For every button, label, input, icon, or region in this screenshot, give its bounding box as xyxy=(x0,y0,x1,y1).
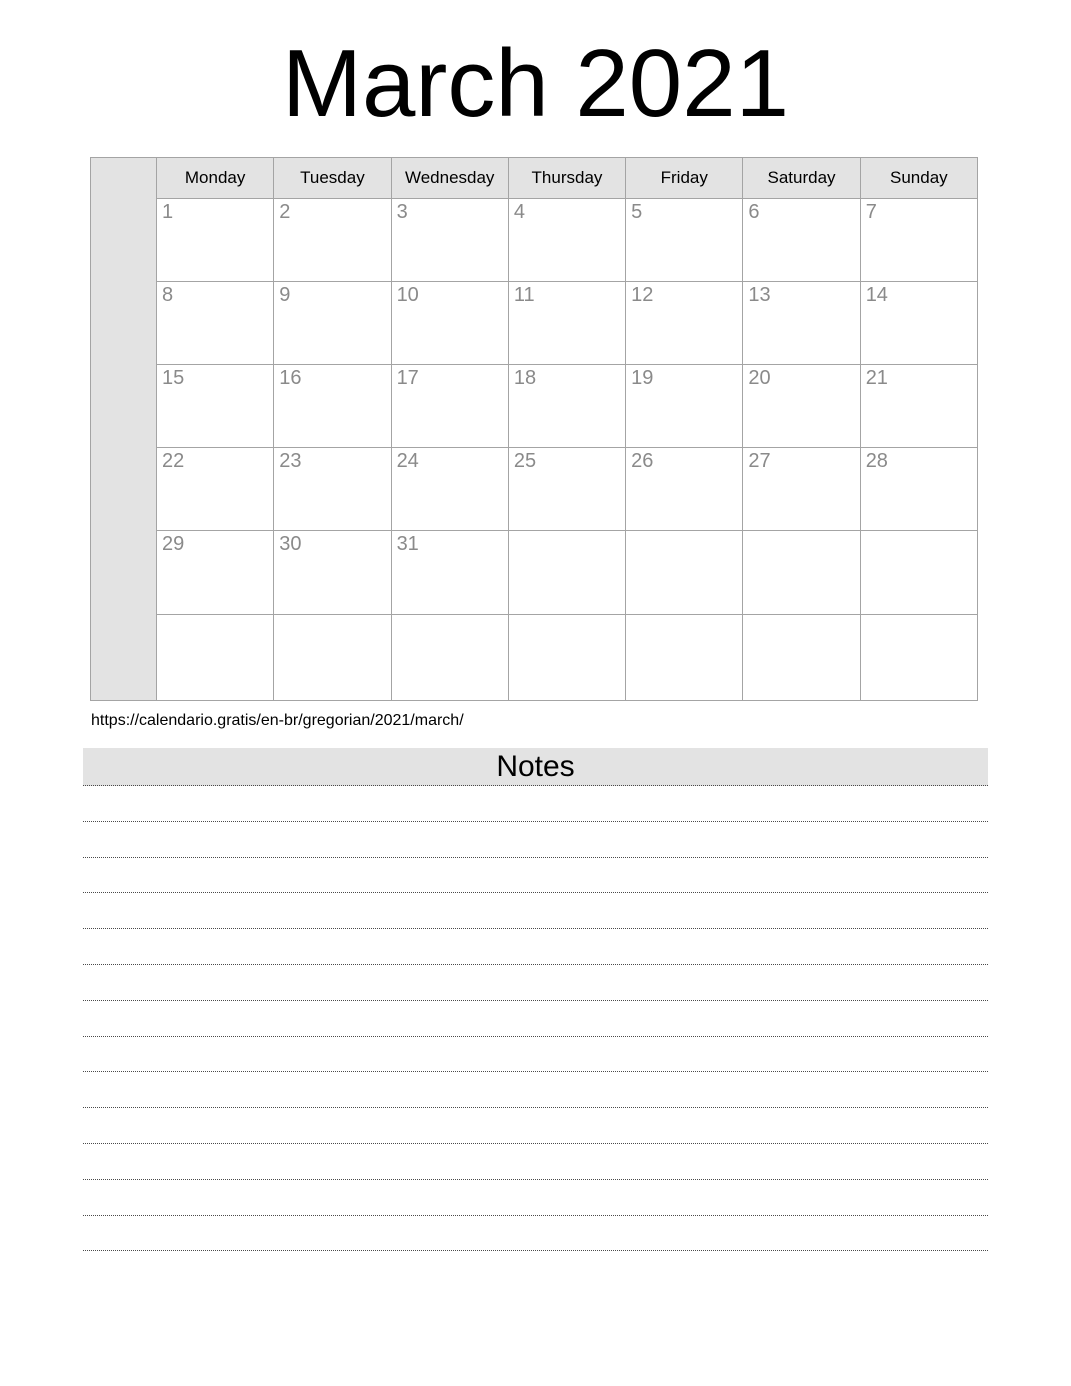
date-number: 11 xyxy=(513,284,535,306)
note-line xyxy=(83,1144,988,1180)
day-cell xyxy=(157,615,274,701)
day-cell xyxy=(860,282,977,365)
note-line xyxy=(83,1001,988,1037)
date-number xyxy=(274,615,390,617)
day-cell xyxy=(274,282,391,365)
page-title: March 2021 xyxy=(282,30,789,137)
date-number: 13 xyxy=(748,284,771,306)
day-header-sunday: Sunday xyxy=(860,158,977,199)
date-number: 1 xyxy=(162,201,174,223)
date-number: 10 xyxy=(396,284,419,306)
date-number xyxy=(861,531,977,533)
day-cell xyxy=(626,282,743,365)
day-cell xyxy=(743,448,860,531)
note-line xyxy=(83,858,988,894)
day-cell xyxy=(860,365,977,448)
week-row-5 xyxy=(91,531,978,615)
day-cell xyxy=(626,615,743,701)
day-cell xyxy=(626,531,743,615)
day-cell xyxy=(860,615,977,701)
date-number: 8 xyxy=(162,284,174,306)
date-number: 15 xyxy=(162,367,185,389)
note-lines xyxy=(83,786,988,1251)
date-number: 24 xyxy=(396,450,419,472)
day-cell xyxy=(157,282,274,365)
day-cell xyxy=(743,282,860,365)
date-number: 16 xyxy=(279,367,302,389)
date-number: 23 xyxy=(279,450,302,472)
notes-title: Notes xyxy=(496,750,575,783)
date-number xyxy=(509,615,625,617)
date-number: 29 xyxy=(162,533,185,555)
note-line xyxy=(83,822,988,858)
day-cell xyxy=(157,199,274,282)
date-number: 20 xyxy=(748,367,771,389)
week-row-3 xyxy=(91,365,978,448)
day-cell xyxy=(391,282,508,365)
day-cell xyxy=(743,365,860,448)
day-cell xyxy=(508,282,625,365)
note-line xyxy=(83,1037,988,1073)
day-cell xyxy=(508,365,625,448)
week-row-4 xyxy=(91,448,978,531)
note-line xyxy=(83,1180,988,1216)
day-cell xyxy=(743,615,860,701)
week-row-6 xyxy=(91,615,978,701)
date-number xyxy=(626,531,742,533)
day-cell xyxy=(626,365,743,448)
day-cell xyxy=(157,365,274,448)
date-number xyxy=(743,531,859,533)
day-cell xyxy=(743,531,860,615)
date-number: 26 xyxy=(631,450,654,472)
date-number: 22 xyxy=(162,450,185,472)
notes-header xyxy=(83,748,988,786)
note-line xyxy=(83,786,988,822)
date-number xyxy=(743,615,859,617)
day-cell xyxy=(391,365,508,448)
date-number: 5 xyxy=(631,201,643,223)
date-number: 31 xyxy=(396,533,419,555)
day-header-tuesday: Tuesday xyxy=(274,158,391,199)
date-number: 17 xyxy=(396,367,419,389)
week-row-2 xyxy=(91,282,978,365)
date-number xyxy=(509,531,625,533)
day-header-saturday: Saturday xyxy=(743,158,860,199)
day-header-monday: Monday xyxy=(157,158,274,199)
note-line xyxy=(83,1072,988,1108)
day-cell xyxy=(626,199,743,282)
date-number: 2 xyxy=(279,201,291,223)
date-number xyxy=(157,615,273,617)
date-number: 25 xyxy=(513,450,537,472)
note-line xyxy=(83,1108,988,1144)
day-cell xyxy=(391,615,508,701)
date-number xyxy=(626,615,742,617)
date-number: 3 xyxy=(396,201,408,223)
date-number: 19 xyxy=(631,367,654,389)
date-number: 12 xyxy=(631,284,654,306)
date-number: 18 xyxy=(513,367,537,389)
note-line xyxy=(83,1216,988,1252)
day-cell xyxy=(860,199,977,282)
date-number: 27 xyxy=(748,450,771,472)
day-cell xyxy=(274,199,391,282)
day-cell xyxy=(391,531,508,615)
calendar-table xyxy=(90,157,978,701)
day-cell xyxy=(391,448,508,531)
week-row-1 xyxy=(91,199,978,282)
day-cell xyxy=(391,199,508,282)
date-number: 9 xyxy=(279,284,291,306)
day-cell xyxy=(157,448,274,531)
day-cell xyxy=(157,531,274,615)
day-cell xyxy=(626,448,743,531)
date-number: 4 xyxy=(513,201,525,223)
day-cell xyxy=(860,531,977,615)
date-number xyxy=(861,615,977,617)
day-cell xyxy=(274,365,391,448)
date-number: 6 xyxy=(748,201,760,223)
day-cell xyxy=(743,199,860,282)
source-url: https://calendario.gratis/en-br/gregorian/2021/march/ xyxy=(91,712,464,729)
day-cell xyxy=(274,531,391,615)
day-header-friday: Friday xyxy=(626,158,743,199)
date-number: 28 xyxy=(865,450,888,472)
date-number xyxy=(392,615,508,617)
date-number: 7 xyxy=(865,201,877,223)
day-header-wednesday: Wednesday xyxy=(391,158,508,199)
week-number-column xyxy=(91,158,157,701)
note-line xyxy=(83,893,988,929)
day-header-thursday: Thursday xyxy=(508,158,625,199)
note-line xyxy=(83,965,988,1001)
day-cell xyxy=(274,615,391,701)
day-cell xyxy=(508,448,625,531)
date-number: 21 xyxy=(865,367,888,389)
day-cell xyxy=(508,615,625,701)
day-cell xyxy=(508,199,625,282)
date-number: 14 xyxy=(865,284,888,306)
note-line xyxy=(83,929,988,965)
day-cell xyxy=(508,531,625,615)
day-cell xyxy=(274,448,391,531)
day-cell xyxy=(860,448,977,531)
day-header-row xyxy=(91,158,978,199)
date-number: 30 xyxy=(279,533,302,555)
